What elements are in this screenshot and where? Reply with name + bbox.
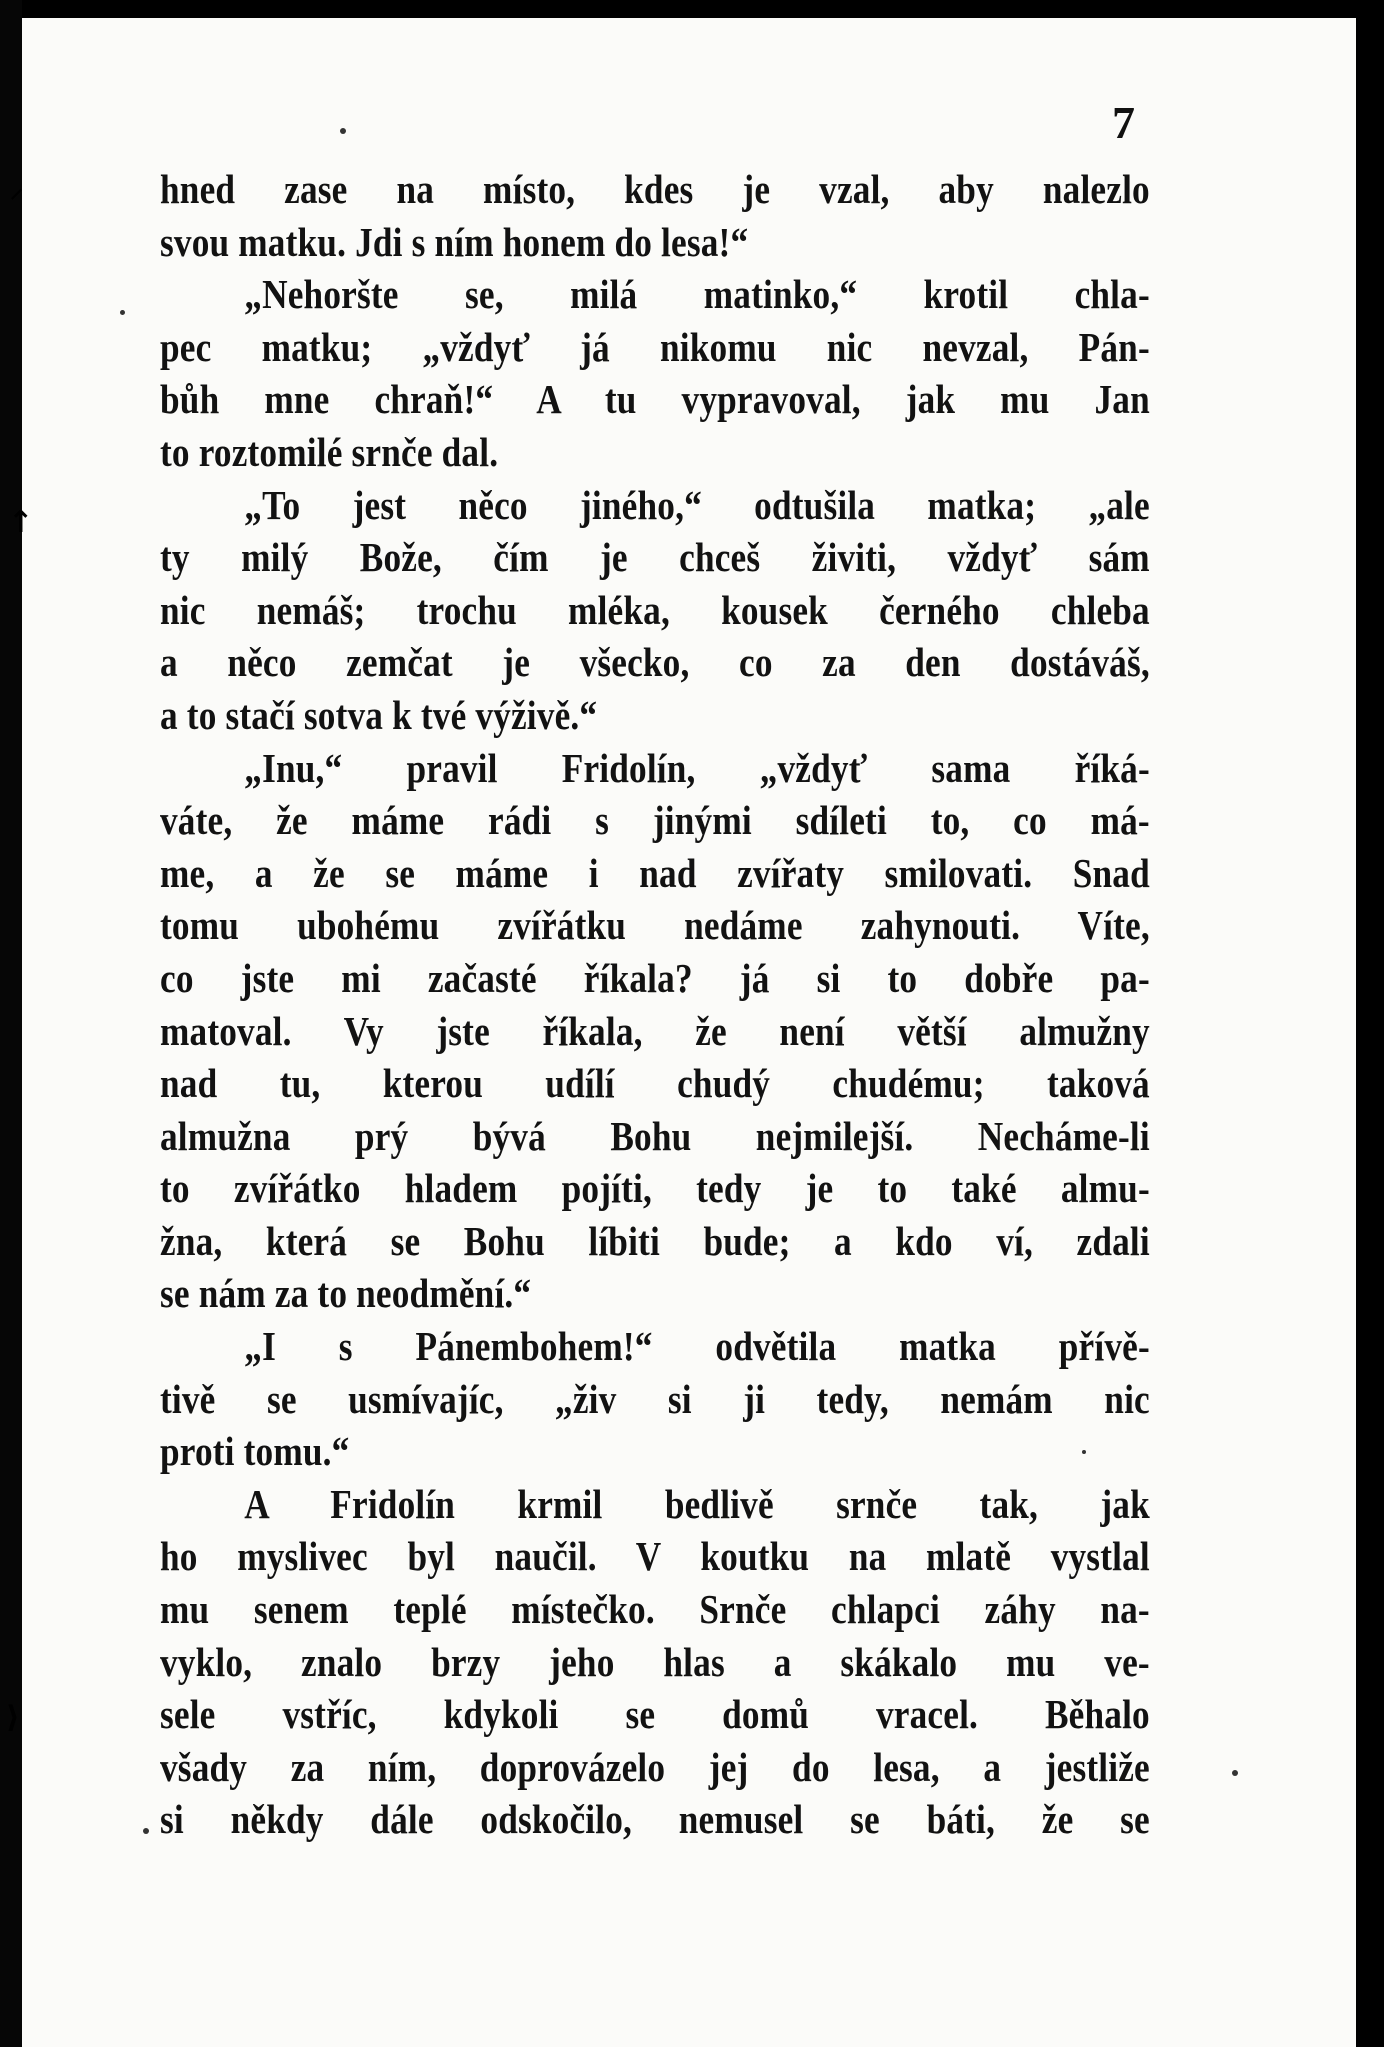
text-line-content: váte, že máme rádi s jinými sdíleti to, co má-: [160, 797, 1150, 844]
text-line: [160, 1267, 1150, 1320]
text-line-content: tivě se usmívajíc, „živ si ji tedy, nemám nic: [160, 1375, 1150, 1422]
text-line-content: tomu ubohému zvířátku nedáme zahynouti. Víte,: [160, 902, 1150, 949]
scan-right-border: [1356, 0, 1384, 2047]
text-line-content: co jste mi začasté říkala? já si to dobře pa-: [160, 954, 1150, 1001]
text-line: [160, 479, 1150, 532]
text-line: [160, 952, 1150, 1005]
text-line: [160, 1478, 1150, 1531]
text-line: [160, 1793, 1150, 1846]
text-line: [160, 1583, 1150, 1636]
paper-speck: [340, 128, 346, 134]
margin-mark-top: ⸍: [10, 185, 24, 215]
text-line-content: vyklo, znalo brzy jeho hlas a skákalo mu ve-: [160, 1638, 1150, 1685]
text-line: [160, 216, 1150, 269]
text-line-content: sele vstříc, kdykoli se domů vracel. Běhalo: [160, 1691, 1150, 1738]
text-line-content: mu senem teplé místečko. Srnče chlapci záhy na-: [160, 1586, 1150, 1633]
text-line-content: almužna prý bývá Bohu nejmilejší. Necháme-li: [160, 1112, 1150, 1159]
text-line-content: ho myslivec byl naučil. V koutku na mlatě vystlal: [160, 1533, 1150, 1580]
text-line-content: pec matku; „vždyť já nikomu nic nevzal, Pán-: [160, 323, 1150, 370]
text-line: [160, 268, 1150, 321]
text-line: [160, 847, 1150, 900]
text-line-content: a to stačí sotva k tvé výživě.“: [160, 691, 598, 738]
text-line-content: všady za ním, doprovázelo jej do lesa, a jestliže: [160, 1743, 1150, 1790]
text-line-content: „Inu,“ pravil Fridolín, „vždyť sama říká-: [244, 744, 1150, 791]
scan-left-border: [0, 0, 22, 2047]
text-line-content: A Fridolín krmil bedlivě srnče tak, jak: [244, 1480, 1150, 1527]
text-line-content: hned zase na místo, kdes je vzal, aby nalezlo: [160, 166, 1150, 212]
paper-speck: [143, 1828, 149, 1834]
text-line-content: nad tu, kterou udílí chudý chudému; taková: [160, 1060, 1150, 1107]
text-line: [160, 899, 1150, 952]
text-line: [160, 1688, 1150, 1741]
text-line: [160, 426, 1150, 479]
text-line-content: to roztomilé srnče dal.: [160, 428, 499, 475]
text-line: [160, 1215, 1150, 1268]
text-line: [160, 531, 1150, 584]
text-line-content: bůh mne chraň!“ A tu vypravoval, jak mu Jan: [160, 376, 1150, 423]
margin-mark-bottom: ⟩: [6, 1700, 20, 1735]
text-line: [160, 1162, 1150, 1215]
text-line-content: a něco zemčat je všecko, co za den dostáváš,: [160, 639, 1150, 686]
margin-mark-arrow: ↑: [8, 505, 34, 540]
text-line-content: si někdy dále odskočilo, nemusel se báti, že se: [160, 1796, 1150, 1843]
text-line: [160, 1425, 1150, 1478]
text-line-content: ty milý Bože, čím je chceš živiti, vždyť sám: [160, 534, 1150, 581]
text-line: [160, 1005, 1150, 1058]
text-line-content: „To jest něco jiného,“ odtušila matka; „ale: [244, 481, 1150, 528]
text-line: [160, 1373, 1150, 1426]
text-line-content: se nám za to neodmění.“: [160, 1270, 532, 1317]
text-line: [160, 584, 1150, 637]
text-line: [160, 1636, 1150, 1689]
text-line: [160, 321, 1150, 374]
text-line: [160, 1741, 1150, 1794]
paper-speck: [1232, 1770, 1238, 1776]
text-line-content: „Nehoršte se, milá matinko,“ krotil chla-: [244, 271, 1150, 318]
text-line-content: me, a že se máme i nad zvířaty smilovati. Snad: [160, 849, 1150, 896]
text-line: [160, 689, 1150, 742]
text-line: [160, 1320, 1150, 1373]
text-line-content: matoval. Vy jste říkala, že není větší almužny: [160, 1007, 1150, 1054]
text-line: [160, 636, 1150, 689]
text-line-content: svou matku. Jdi s ním honem do lesa!“: [160, 218, 749, 265]
text-line: [160, 1110, 1150, 1163]
text-line-content: „I s Pánembohem!“ odvětila matka přívě-: [244, 1323, 1150, 1370]
text-line: [160, 742, 1150, 795]
text-line: [160, 1057, 1150, 1110]
text-line: [160, 163, 1150, 216]
text-line-content: to zvířátko hladem pojíti, tedy je to také almu-: [160, 1165, 1150, 1212]
body-text: [160, 163, 1150, 1846]
page-number: 7: [1112, 97, 1135, 148]
text-line: [160, 1530, 1150, 1583]
paper-speck: [120, 310, 125, 315]
text-line-content: proti tomu.“: [160, 1428, 350, 1475]
text-line-content: žna, která se Bohu líbiti bude; a kdo ví, zdali: [160, 1217, 1150, 1264]
text-line: [160, 373, 1150, 426]
text-line-content: nic nemáš; trochu mléka, kousek černého chleba: [160, 586, 1150, 633]
text-line: [160, 794, 1150, 847]
scan-top-border: [0, 0, 1384, 18]
